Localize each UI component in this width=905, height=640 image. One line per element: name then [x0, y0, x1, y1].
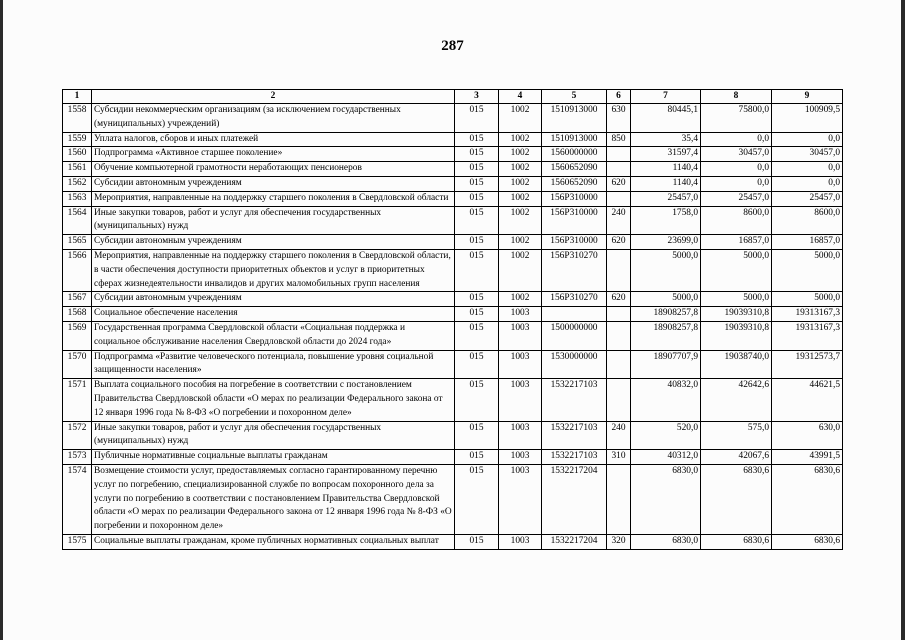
target-article-cell: 156P310000: [542, 235, 607, 250]
amount-year1-cell: 1140,4: [631, 162, 701, 177]
item-name-cell: Иные закупки товаров, работ и услуг для обеспечения государственных (муниципальных) нужд: [92, 206, 455, 235]
section-code-cell: 1002: [499, 104, 542, 133]
row-number-cell: 1561: [63, 162, 92, 177]
amount-year1-cell: 23699,0: [631, 235, 701, 250]
amount-year3-cell: 100909,5: [772, 104, 843, 133]
amount-year3-cell: 5000,0: [772, 292, 843, 307]
row-number-cell: 1559: [63, 132, 92, 147]
section-code-cell: 1002: [499, 235, 542, 250]
budget-table: [62, 89, 843, 550]
target-article-cell: 1532217103: [542, 421, 607, 450]
item-name-cell: Мероприятия, направленные на поддержку старшего поколения в Свердловской области, в части обеспечения доступности приоритетных объектов и услуг в приоритетных сферах жизнедеятельности инвалидов и других маломобильных групп населения: [92, 249, 455, 291]
ministry-code-cell: 015: [455, 147, 499, 162]
target-article-cell: 1560652090: [542, 176, 607, 191]
target-article-cell: 1530000000: [542, 350, 607, 379]
amount-year2-cell: 19039310,8: [701, 321, 772, 350]
amount-year1-cell: 5000,0: [631, 249, 701, 291]
row-number-cell: 1571: [63, 379, 92, 421]
table-row: [63, 350, 843, 379]
target-article-cell: 1532217204: [542, 464, 607, 534]
amount-year2-cell: 42642,6: [701, 379, 772, 421]
item-name-cell: Обучение компьютерной грамотности неработающих пенсионеров: [92, 162, 455, 177]
expense-type-cell: 620: [607, 176, 631, 191]
amount-year1-cell: 80445,1: [631, 104, 701, 133]
amount-year2-cell: 575,0: [701, 421, 772, 450]
expense-type-cell: 620: [607, 292, 631, 307]
expense-type-cell: 320: [607, 534, 631, 549]
section-code-cell: 1002: [499, 147, 542, 162]
header-cell: 3: [455, 90, 499, 104]
amount-year2-cell: 8600,0: [701, 206, 772, 235]
table-row: [63, 292, 843, 307]
row-number-cell: 1570: [63, 350, 92, 379]
expense-type-cell: [607, 147, 631, 162]
amount-year3-cell: 19313167,3: [772, 307, 843, 322]
item-name-cell: Государственная программа Свердловской области «Социальная поддержка и социальное обслуживание населения Свердловской области до 2024 года»: [92, 321, 455, 350]
expense-type-cell: 240: [607, 206, 631, 235]
section-code-cell: 1003: [499, 534, 542, 549]
amount-year1-cell: 1140,4: [631, 176, 701, 191]
item-name-cell: Возмещение стоимости услуг, предоставляемых согласно гарантированному перечню услуг по погребению, специализированной службе по вопросам похоронного дела за услуги по погребению в соответствии с постановлением Правительства Свердловской области «О мерах по реализации Федерального закона от 12 января 1996 года № 8-ФЗ «О погребении и похоронном деле»: [92, 464, 455, 534]
ministry-code-cell: 015: [455, 235, 499, 250]
expense-type-cell: 240: [607, 421, 631, 450]
amount-year2-cell: 5000,0: [701, 292, 772, 307]
table-row: [63, 206, 843, 235]
amount-year1-cell: 35,4: [631, 132, 701, 147]
amount-year1-cell: 18908257,8: [631, 321, 701, 350]
ministry-code-cell: 015: [455, 321, 499, 350]
amount-year3-cell: 16857,0: [772, 235, 843, 250]
ministry-code-cell: 015: [455, 292, 499, 307]
section-code-cell: 1003: [499, 379, 542, 421]
section-code-cell: 1003: [499, 421, 542, 450]
amount-year3-cell: 6830,6: [772, 534, 843, 549]
scan-edge-left: [0, 0, 3, 640]
page-number: 287: [441, 38, 464, 54]
header-cell: 6: [607, 90, 631, 104]
header-cell: 7: [631, 90, 701, 104]
amount-year2-cell: 19039310,8: [701, 307, 772, 322]
target-article-cell: 1560652090: [542, 162, 607, 177]
amount-year3-cell: 44621,5: [772, 379, 843, 421]
ministry-code-cell: 015: [455, 421, 499, 450]
row-number-cell: 1562: [63, 176, 92, 191]
amount-year3-cell: 0,0: [772, 176, 843, 191]
item-name-cell: Уплата налогов, сборов и иных платежей: [92, 132, 455, 147]
target-article-cell: 1560000000: [542, 147, 607, 162]
amount-year2-cell: 0,0: [701, 176, 772, 191]
amount-year3-cell: 5000,0: [772, 249, 843, 291]
expense-type-cell: 630: [607, 104, 631, 133]
target-article-cell: 1510913000: [542, 132, 607, 147]
target-article-cell: 1532217103: [542, 379, 607, 421]
table-row: [63, 162, 843, 177]
item-name-cell: Подпрограмма «Активное старшее поколение»: [92, 147, 455, 162]
table-row: [63, 421, 843, 450]
target-article-cell: 1532217103: [542, 450, 607, 465]
table-row: [63, 534, 843, 549]
table-row: [63, 147, 843, 162]
item-name-cell: Публичные нормативные социальные выплаты гражданам: [92, 450, 455, 465]
amount-year1-cell: 1758,0: [631, 206, 701, 235]
amount-year2-cell: 75800,0: [701, 104, 772, 133]
expense-type-cell: [607, 249, 631, 291]
section-code-cell: 1002: [499, 162, 542, 177]
item-name-cell: Выплата социального пособия на погребение в соответствии с постановлением Правительства Свердловской области «О мерах по реализации Федерального закона от 12 января 1996 года № 8-ФЗ «О погребении и похоронном деле»: [92, 379, 455, 421]
row-number-cell: 1575: [63, 534, 92, 549]
ministry-code-cell: 015: [455, 162, 499, 177]
section-code-cell: 1003: [499, 464, 542, 534]
amount-year1-cell: 25457,0: [631, 191, 701, 206]
expense-type-cell: 310: [607, 450, 631, 465]
amount-year3-cell: 25457,0: [772, 191, 843, 206]
item-name-cell: Субсидии автономным учреждениям: [92, 292, 455, 307]
item-name-cell: Мероприятия, направленные на поддержку старшего поколения в Свердловской области: [92, 191, 455, 206]
amount-year3-cell: 8600,0: [772, 206, 843, 235]
ministry-code-cell: 015: [455, 307, 499, 322]
ministry-code-cell: 015: [455, 176, 499, 191]
table-row: [63, 132, 843, 147]
row-number-cell: 1566: [63, 249, 92, 291]
target-article-cell: 156P310000: [542, 191, 607, 206]
table-row: [63, 235, 843, 250]
amount-year1-cell: 18908257,8: [631, 307, 701, 322]
ministry-code-cell: 015: [455, 104, 499, 133]
row-number-cell: 1572: [63, 421, 92, 450]
section-code-cell: 1002: [499, 249, 542, 291]
amount-year3-cell: 19312573,7: [772, 350, 843, 379]
row-number-cell: 1563: [63, 191, 92, 206]
amount-year1-cell: 520,0: [631, 421, 701, 450]
expense-type-cell: [607, 191, 631, 206]
ministry-code-cell: 015: [455, 249, 499, 291]
section-code-cell: 1002: [499, 176, 542, 191]
row-number-cell: 1560: [63, 147, 92, 162]
amount-year3-cell: 19313167,3: [772, 321, 843, 350]
ministry-code-cell: 015: [455, 191, 499, 206]
amount-year1-cell: 5000,0: [631, 292, 701, 307]
table-row: [63, 379, 843, 421]
table-row: [63, 191, 843, 206]
table-row: [63, 450, 843, 465]
expense-type-cell: [607, 321, 631, 350]
target-article-cell: 156P310270: [542, 249, 607, 291]
amount-year2-cell: 0,0: [701, 132, 772, 147]
target-article-cell: 156P310270: [542, 292, 607, 307]
amount-year3-cell: 30457,0: [772, 147, 843, 162]
header-cell: 2: [92, 90, 455, 104]
header-cell: 8: [701, 90, 772, 104]
expense-type-cell: [607, 464, 631, 534]
amount-year2-cell: 42067,6: [701, 450, 772, 465]
table-row: [63, 307, 843, 322]
item-name-cell: Социальные выплаты гражданам, кроме публичных нормативных социальных выплат: [92, 534, 455, 549]
table-row: [63, 321, 843, 350]
ministry-code-cell: 015: [455, 132, 499, 147]
amount-year1-cell: 6830,0: [631, 534, 701, 549]
item-name-cell: Социальное обеспечение населения: [92, 307, 455, 322]
amount-year1-cell: 31597,4: [631, 147, 701, 162]
target-article-cell: 156P310000: [542, 206, 607, 235]
item-name-cell: Субсидии автономным учреждениям: [92, 235, 455, 250]
row-number-cell: 1573: [63, 450, 92, 465]
item-name-cell: Подпрограмма «Развитие человеческого потенциала, повышение уровня социальной защищенности населения»: [92, 350, 455, 379]
table-row: [63, 464, 843, 534]
section-code-cell: 1002: [499, 191, 542, 206]
item-name-cell: Субсидии некоммерческим организациям (за исключением государственных (муниципальных) учреждений): [92, 104, 455, 133]
expense-type-cell: 620: [607, 235, 631, 250]
section-code-cell: 1002: [499, 292, 542, 307]
expense-type-cell: [607, 379, 631, 421]
amount-year3-cell: 43991,5: [772, 450, 843, 465]
expense-type-cell: [607, 307, 631, 322]
target-article-cell: 1510913000: [542, 104, 607, 133]
section-code-cell: 1002: [499, 132, 542, 147]
table-row: [63, 249, 843, 291]
expense-type-cell: [607, 350, 631, 379]
ministry-code-cell: 015: [455, 350, 499, 379]
section-code-cell: 1003: [499, 450, 542, 465]
section-code-cell: 1003: [499, 321, 542, 350]
section-code-cell: 1003: [499, 307, 542, 322]
expense-type-cell: 850: [607, 132, 631, 147]
table-row: [63, 104, 843, 133]
amount-year2-cell: 30457,0: [701, 147, 772, 162]
row-number-cell: 1574: [63, 464, 92, 534]
row-number-cell: 1567: [63, 292, 92, 307]
row-number-cell: 1558: [63, 104, 92, 133]
row-number-cell: 1564: [63, 206, 92, 235]
amount-year2-cell: 25457,0: [701, 191, 772, 206]
amount-year1-cell: 18907707,9: [631, 350, 701, 379]
expense-type-cell: [607, 162, 631, 177]
target-article-cell: 1532217204: [542, 534, 607, 549]
target-article-cell: [542, 307, 607, 322]
row-number-cell: 1568: [63, 307, 92, 322]
header-cell: 4: [499, 90, 542, 104]
item-name-cell: Иные закупки товаров, работ и услуг для обеспечения государственных (муниципальных) нужд: [92, 421, 455, 450]
amount-year3-cell: 0,0: [772, 162, 843, 177]
amount-year2-cell: 5000,0: [701, 249, 772, 291]
header-cell: 1: [63, 90, 92, 104]
header-cell: 5: [542, 90, 607, 104]
amount-year1-cell: 6830,0: [631, 464, 701, 534]
section-code-cell: 1002: [499, 206, 542, 235]
table-row: [63, 176, 843, 191]
scan-edge-right: [901, 0, 905, 640]
target-article-cell: 1500000000: [542, 321, 607, 350]
ministry-code-cell: 015: [455, 450, 499, 465]
amount-year2-cell: 6830,6: [701, 534, 772, 549]
amount-year1-cell: 40832,0: [631, 379, 701, 421]
ministry-code-cell: 015: [455, 206, 499, 235]
row-number-cell: 1569: [63, 321, 92, 350]
amount-year2-cell: 0,0: [701, 162, 772, 177]
amount-year2-cell: 16857,0: [701, 235, 772, 250]
row-number-cell: 1565: [63, 235, 92, 250]
amount-year3-cell: 630,0: [772, 421, 843, 450]
header-cell: 9: [772, 90, 843, 104]
ministry-code-cell: 015: [455, 379, 499, 421]
ministry-code-cell: 015: [455, 464, 499, 534]
section-code-cell: 1003: [499, 350, 542, 379]
amount-year1-cell: 40312,0: [631, 450, 701, 465]
header-row: [63, 90, 843, 104]
amount-year3-cell: 6830,6: [772, 464, 843, 534]
amount-year3-cell: 0,0: [772, 132, 843, 147]
amount-year2-cell: 19038740,0: [701, 350, 772, 379]
ministry-code-cell: 015: [455, 534, 499, 549]
amount-year2-cell: 6830,6: [701, 464, 772, 534]
item-name-cell: Субсидии автономным учреждениям: [92, 176, 455, 191]
